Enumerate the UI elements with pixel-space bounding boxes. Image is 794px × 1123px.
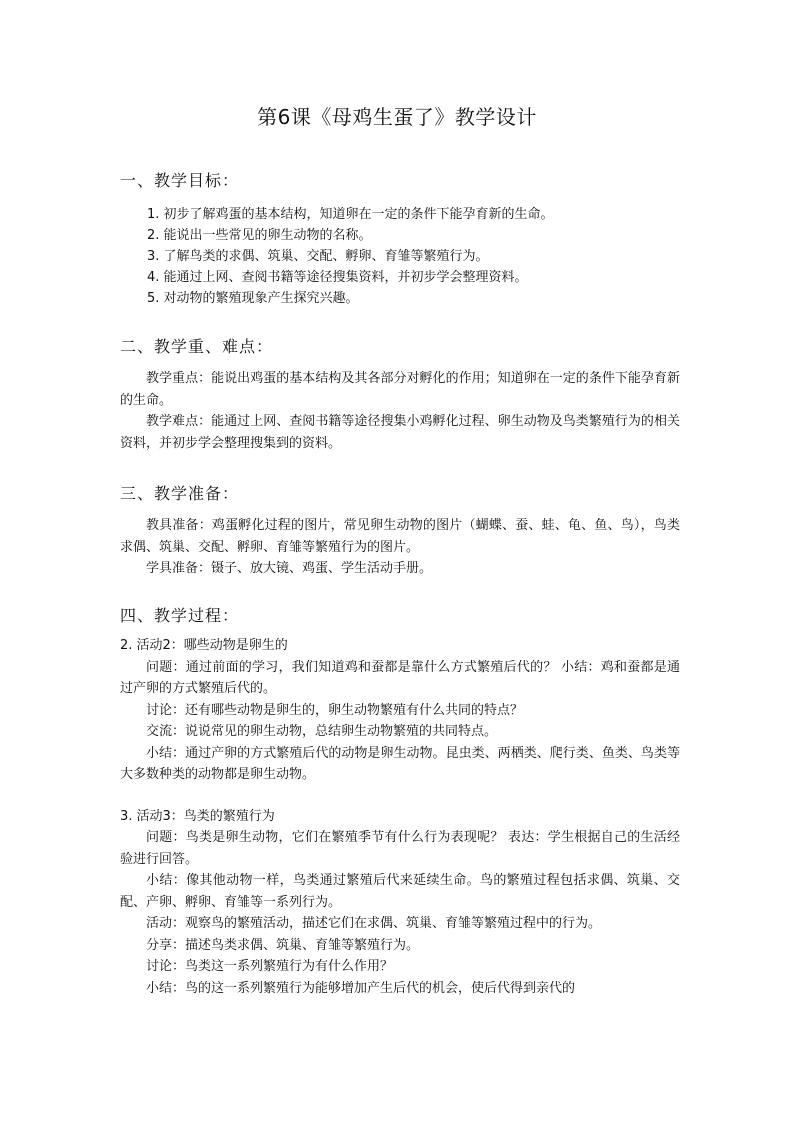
paragraph: 学具准备：镊子、放大镜、鸡蛋、学生活动手册。 <box>146 561 433 576</box>
paragraph: 小结：像其他动物一样，鸟类通过繁殖后代来延续生命。鸟的繁殖过程包括求偶、筑巢、交配、产卵、孵卵、育雏等一系列行为。 <box>120 873 680 910</box>
paragraph: 教学重点：能说出鸡蛋的基本结构及其各部分对孵化的作用；知道卵在一定的条件下能孕育新的生命。 <box>120 371 680 408</box>
list-item: 2. 能说出一些常见的卵生动物的名称。 <box>147 228 372 243</box>
paragraph: 教具准备：鸡蛋孵化过程的图片，常见卵生动物的图片（蝴蝶、蚕、蛙、龟、鱼、鸟），鸟类求偶、筑巢、交配、孵卵、育雏等繁殖行为的图片。 <box>120 518 680 555</box>
list-item: 1. 初步了解鸡蛋的基本结构，知道卵在一定的条件下能孕育新的生命。 <box>147 207 554 222</box>
paragraph: 讨论：鸟类这一系列繁殖行为有什么作用？ <box>146 959 394 974</box>
paragraph: 教学难点：能通过上网、查阅书籍等途径搜集小鸡孵化过程、卵生动物及鸟类繁殖行为的相关资料，并初步学会整理搜集到的资料。 <box>120 414 680 451</box>
list-item: 5. 对动物的繁殖现象产生探究兴趣。 <box>147 291 359 306</box>
paragraph: 问题：鸟类是卵生动物，它们在繁殖季节有什么行为表现呢？ 表达：学生根据自己的生活经验进行回答。 <box>120 830 680 867</box>
paragraph: 讨论：还有哪些动物是卵生的，卵生动物繁殖有什么共同的特点？ <box>146 702 524 718</box>
paragraph: 交流：说说常见的卵生动物，总结卵生动物繁殖的共同特点。 <box>146 724 498 739</box>
paragraph: 小结：鸟的这一系列繁殖行为能够增加产生后代的机会，使后代得到亲代的 <box>146 980 576 996</box>
activity-2 <box>120 635 680 786</box>
section-objectives <box>120 170 680 309</box>
list-item: 3. 了解鸟类的求偶、筑巢、交配、孵卵、育雏等繁殖行为。 <box>147 249 489 264</box>
activity-3 <box>120 806 680 1000</box>
document-title: 第6课《母鸡生蛋了》教学设计 <box>257 105 537 129</box>
section-process <box>120 605 680 999</box>
activity-title: 2. 活动2：哪些动物是卵生的 <box>120 638 288 653</box>
paragraph: 分享：描述鸟类求偶、筑巢、育雏等繁殖行为。 <box>146 937 420 953</box>
activity-title: 3. 活动3：鸟类的繁殖行为 <box>120 808 275 824</box>
list-item: 4. 能通过上网、查阅书籍等途径搜集资料，并初步学会整理资料。 <box>147 270 528 285</box>
section-key-points <box>120 336 680 454</box>
section-preparation <box>120 483 680 580</box>
section-heading: 四、教学过程： <box>120 606 240 625</box>
section-heading: 三、教学准备： <box>120 484 240 503</box>
paragraph: 问题：通过前面的学习，我们知道鸡和蚕都是靠什么方式繁殖后代的？ 小结：鸡和蚕都是通过产卵的方式繁殖后代的。 <box>120 659 680 696</box>
section-heading: 二、教学重、难点： <box>120 337 274 356</box>
paragraph: 小结：通过产卵的方式繁殖后代的动物是卵生动物。昆虫类、两栖类、爬行类、鱼类、鸟类等大多数种类的动物都是卵生动物。 <box>120 745 680 782</box>
paragraph: 活动：观察鸟的繁殖活动，描述它们在求偶、筑巢、育雏等繁殖过程中的行为。 <box>146 916 602 931</box>
objectives-list <box>120 204 680 309</box>
section-heading: 一、教学目标： <box>120 171 240 190</box>
